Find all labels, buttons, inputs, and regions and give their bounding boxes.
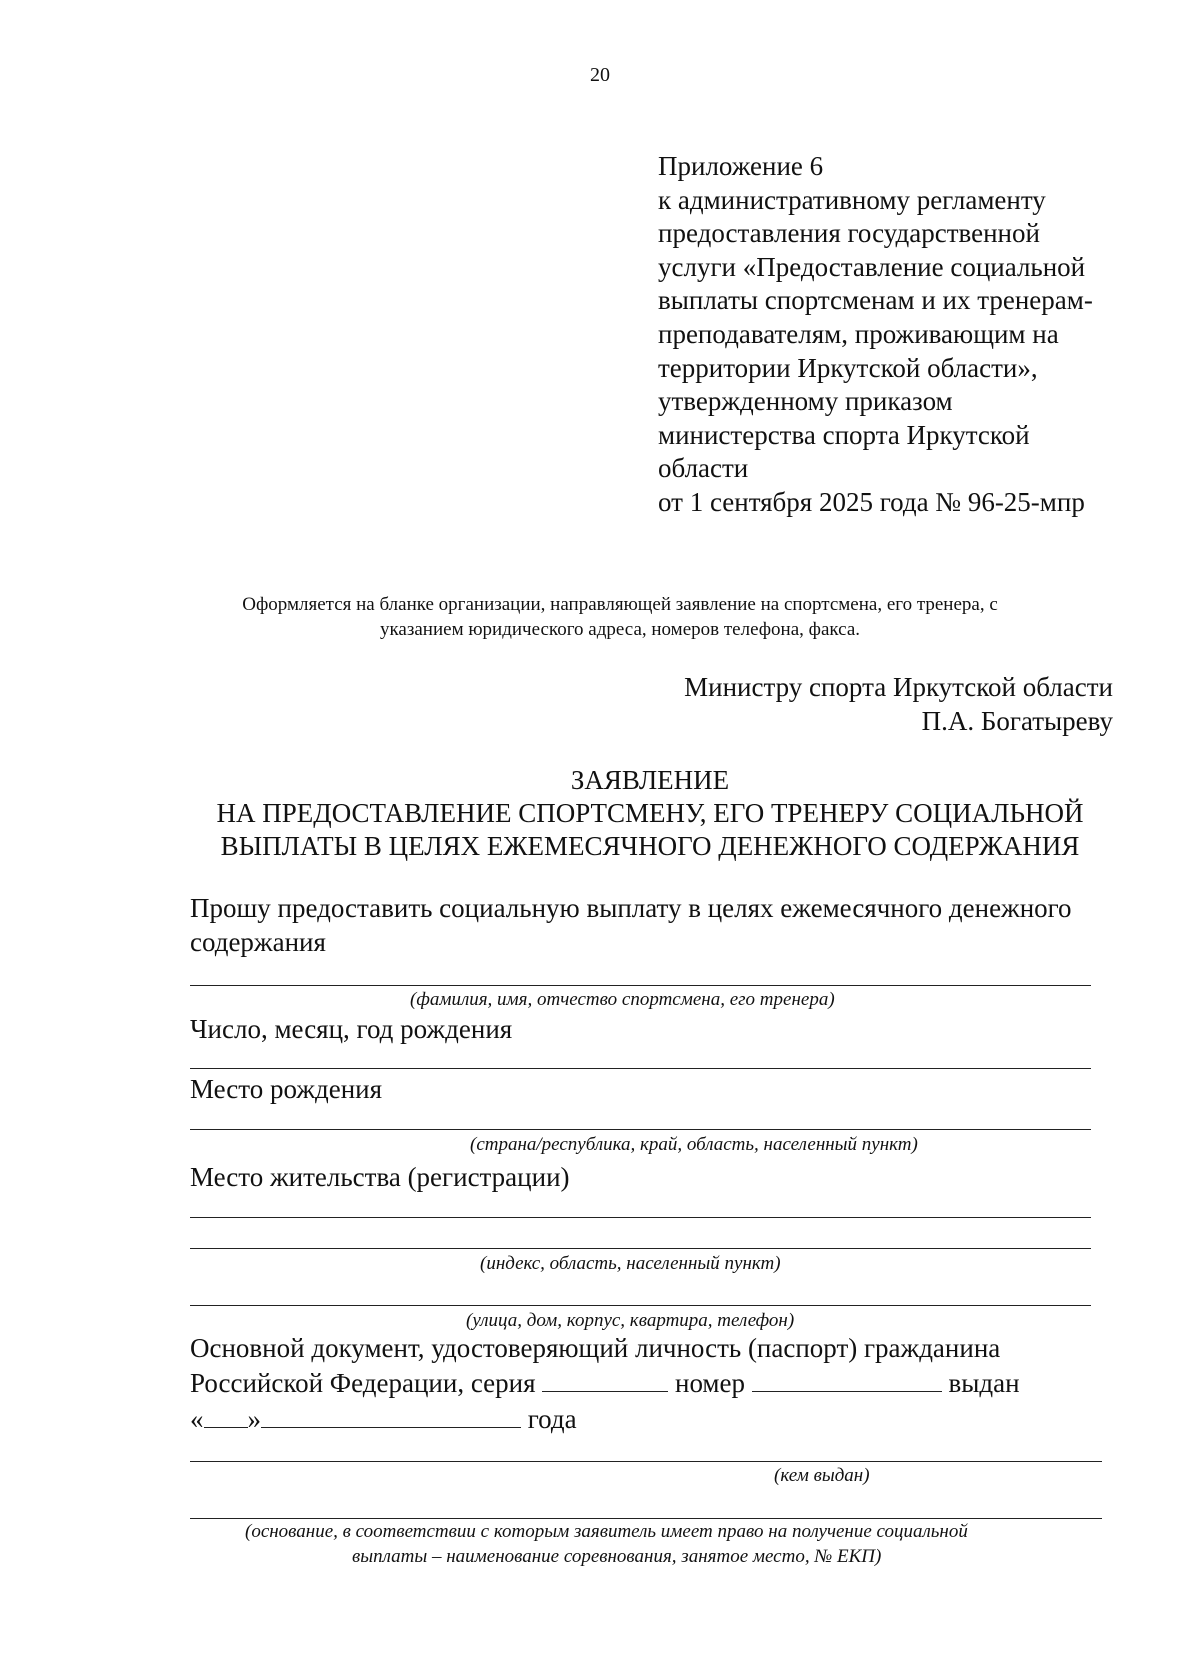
street-caption: (улица, дом, корпус, квартира, телефон) (466, 1310, 795, 1331)
title-line: ЗАЯВЛЕНИЕ (570, 765, 730, 795)
street-input-line[interactable] (190, 1305, 1091, 1306)
issued-by-input-line[interactable] (190, 1461, 1102, 1462)
addressee-block (684, 670, 1113, 738)
appendix-line: услуги «Предоставление социальной (658, 251, 1086, 282)
appendix-line: выплаты спортсменам и их тренерам- (658, 285, 1093, 316)
issued-by-caption: (кем выдан) (774, 1465, 870, 1486)
passport-number-input[interactable] (752, 1369, 942, 1392)
addressee-line: П.А. Богатыреву (921, 706, 1113, 736)
note-line: указанием юридического адреса, номеров телефона, факса. (379, 619, 861, 640)
request-paragraph (190, 891, 1072, 959)
birth-date-label: Число, месяц, год рождения (190, 1014, 513, 1044)
issue-month-input[interactable] (261, 1405, 521, 1428)
addressee-line: Министру спорта Иркутской области (684, 672, 1113, 702)
appendix-line: к административному регламенту (658, 184, 1046, 215)
passport-label: Основной документ, удостоверяющий личность (паспорт) гражданина (190, 1333, 1001, 1363)
appendix-line: утвержденному приказом (658, 386, 953, 417)
year-word: года (527, 1404, 577, 1434)
title-line: ВЫПЛАТЫ В ЦЕЛЯХ ЕЖЕМЕСЯЧНОГО ДЕНЕЖНОГО СОДЕРЖАНИЯ (220, 831, 1080, 861)
residence-input-line-2[interactable] (190, 1248, 1091, 1249)
fio-caption: (фамилия, имя, отчество спортсмена, его тренера) (410, 989, 835, 1010)
appendix-line: территории Иркутской области», (658, 352, 1038, 383)
birth-place-caption: (страна/республика, край, область, населенный пункт) (470, 1134, 918, 1155)
passport-issued-label: выдан (948, 1368, 1020, 1398)
quote-close: » (247, 1404, 261, 1434)
appendix-line: области (658, 453, 749, 484)
passport-date-row (190, 1404, 577, 1435)
passport-series-input[interactable] (542, 1369, 668, 1392)
index-caption: (индекс, область, населенный пункт) (480, 1253, 781, 1274)
appendix-line: от 1 сентября 2025 года № 96-25-мпр (658, 486, 1085, 517)
appendix-line: министерства спорта Иркутской (658, 419, 1030, 450)
passport-number-label: номер (675, 1368, 746, 1398)
basis-caption-line-2: выплаты – наименование соревнования, занятое место, № ЕКП) (352, 1546, 882, 1567)
title-line: НА ПРЕДОСТАВЛЕНИЕ СПОРТСМЕНУ, ЕГО ТРЕНЕРУ СОЦИАЛЬНОЙ (216, 798, 1084, 828)
birth-date-input-line[interactable] (190, 1068, 1091, 1069)
passport-series-label: Российской Федерации, серия (190, 1368, 536, 1398)
appendix-line: Приложение 6 (658, 151, 824, 181)
document-title (150, 764, 1150, 863)
note-line: Оформляется на бланке организации, направляющей заявление на спортсмена, его тренера, с (242, 594, 998, 615)
appendix-line: преподавателям, проживающим на (658, 318, 1059, 349)
residence-input-line-1[interactable] (190, 1217, 1091, 1218)
quote-open: « (190, 1404, 204, 1434)
passport-series-row (190, 1368, 1020, 1399)
birth-place-label: Место рождения (190, 1074, 383, 1104)
birth-place-input-line[interactable] (190, 1129, 1091, 1130)
letterhead-note (120, 592, 1120, 642)
basis-caption-line-1: (основание, в соответствии с которым заявитель имеет право на получение социальной (245, 1521, 968, 1542)
fio-input-line[interactable] (190, 985, 1091, 986)
basis-input-line[interactable] (190, 1518, 1102, 1519)
appendix-block (658, 150, 1093, 520)
request-line: содержания (190, 927, 326, 957)
appendix-line: предоставления государственной (658, 218, 1040, 249)
residence-label: Место жительства (регистрации) (190, 1162, 570, 1192)
page-number: 20 (590, 64, 610, 86)
issue-day-input[interactable] (204, 1405, 248, 1428)
request-line: Прошу предоставить социальную выплату в целях ежемесячного денежного (190, 893, 1072, 923)
